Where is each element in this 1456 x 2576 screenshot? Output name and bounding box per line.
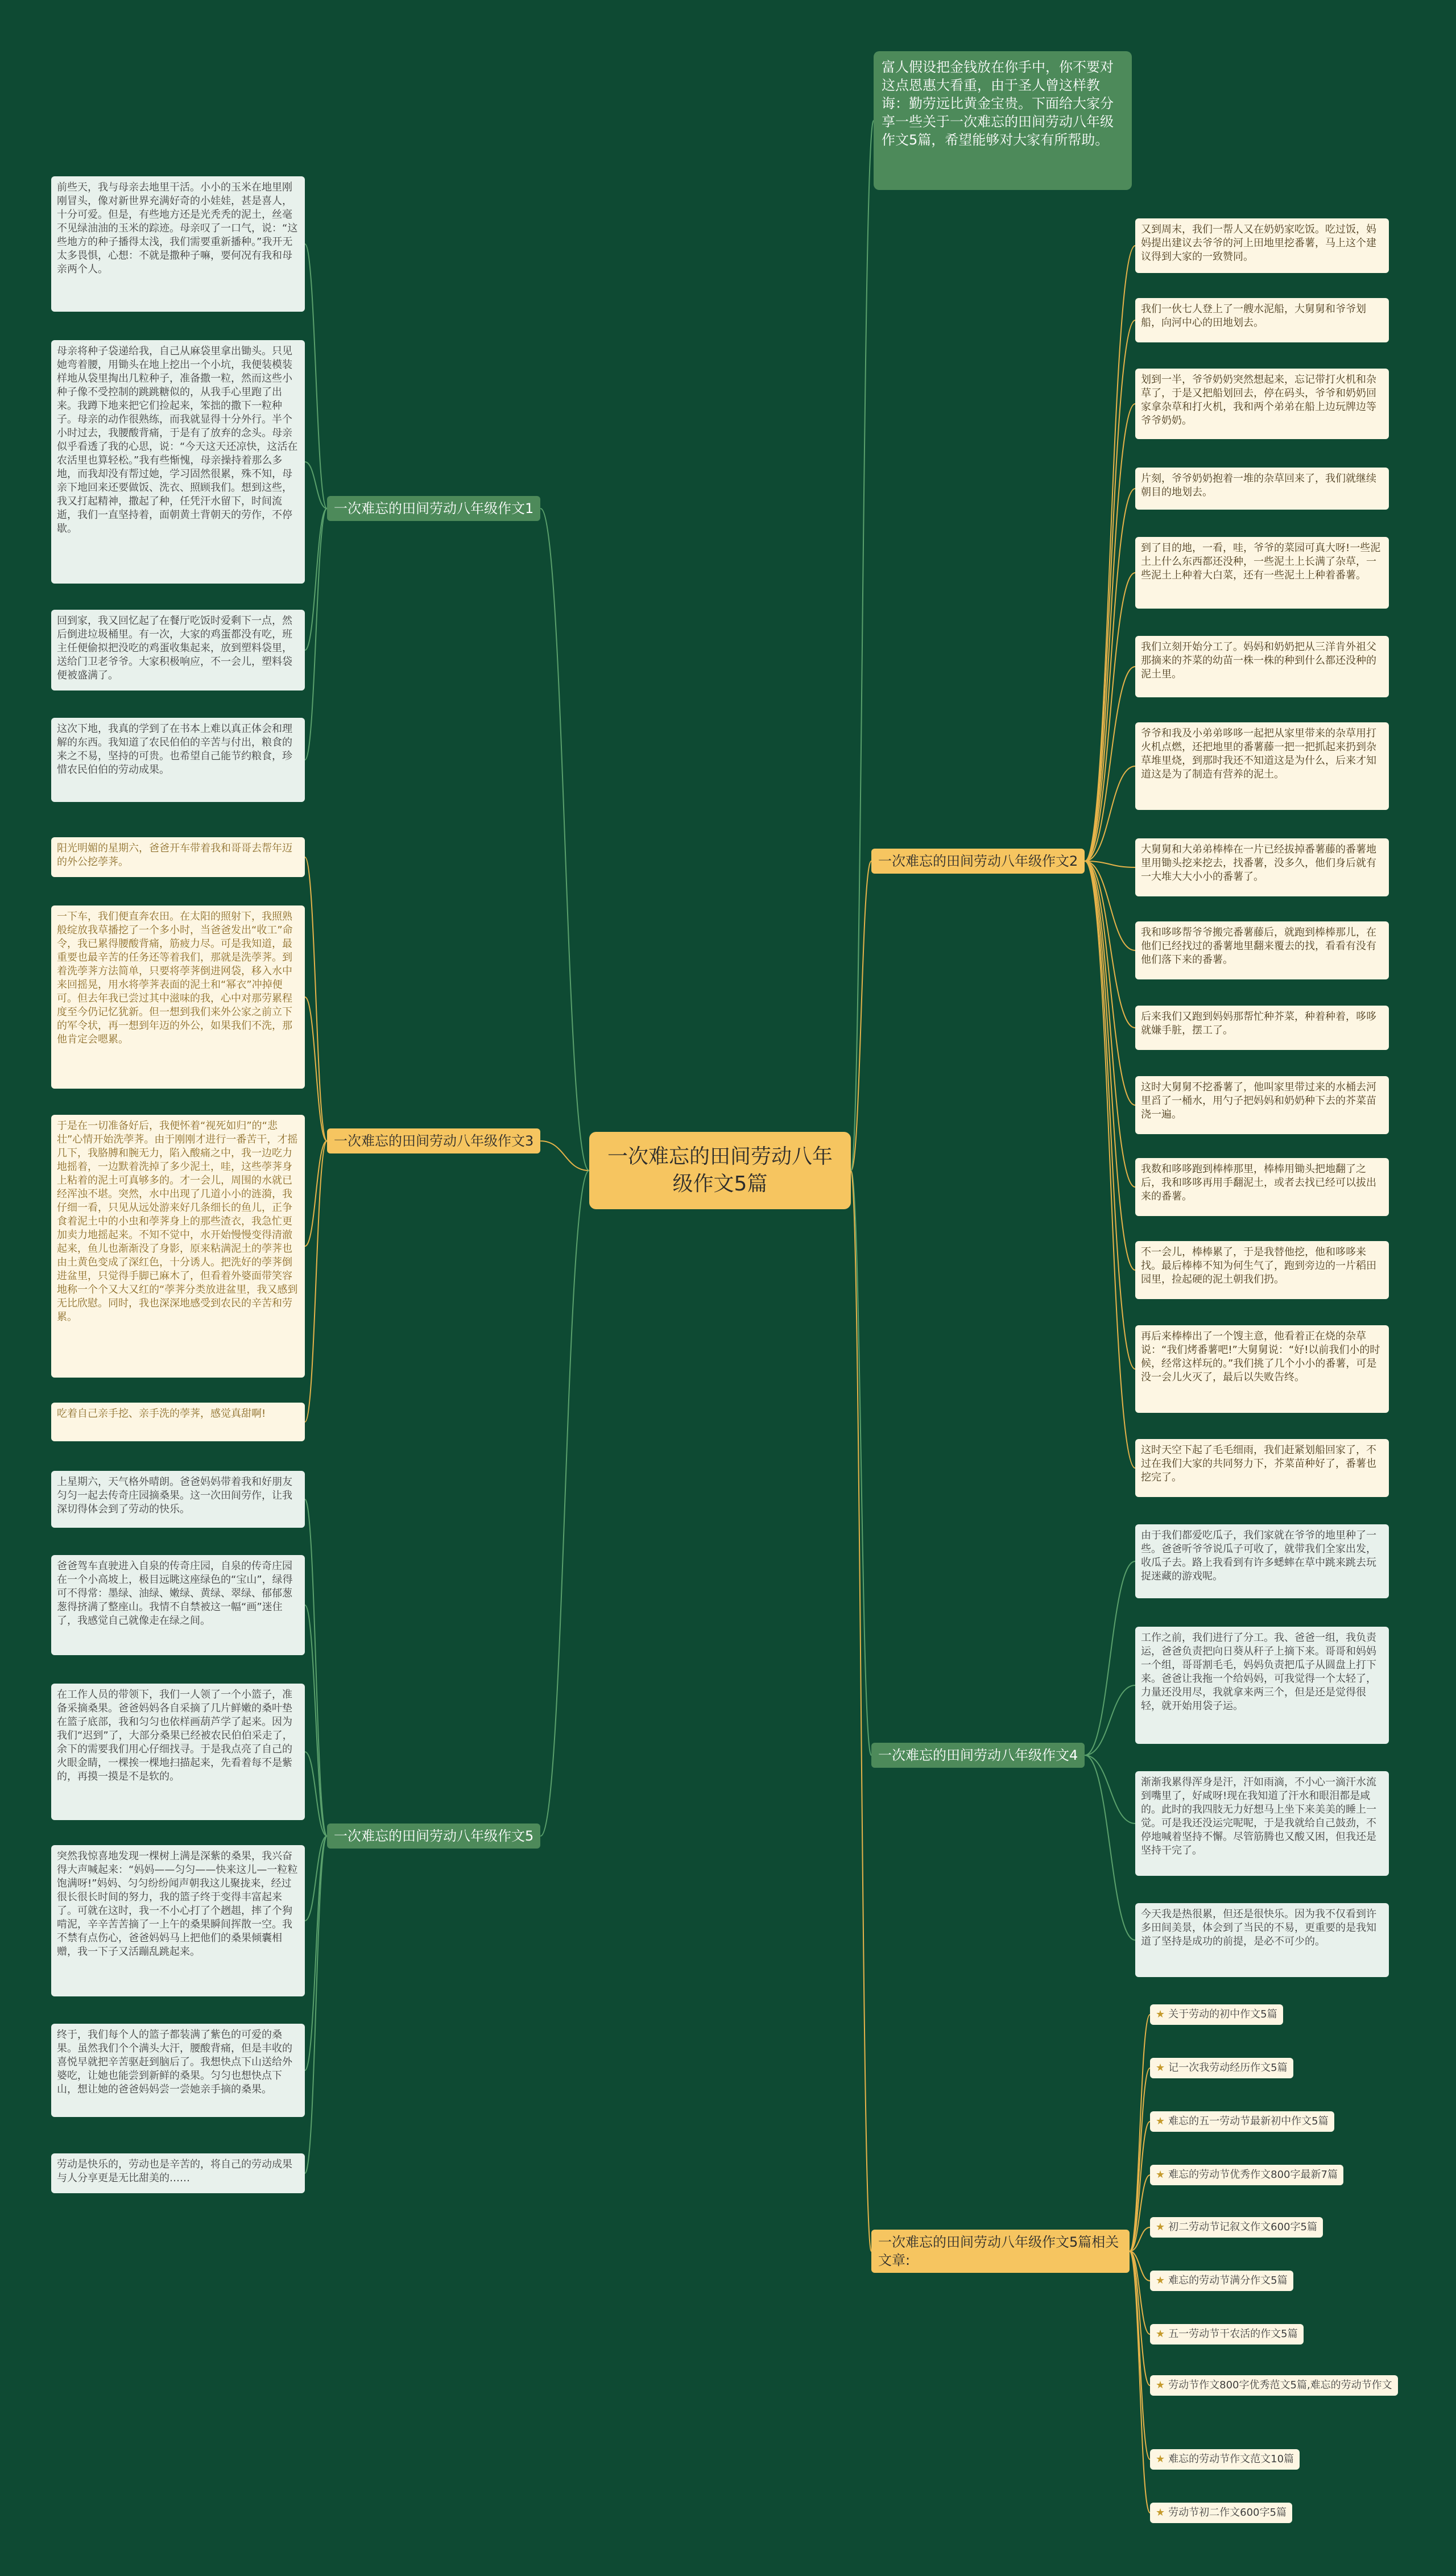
essay-5-paragraph: 终于，我们每个人的篮子都装满了紫色的可爱的桑果。虽然我们个个满头大汗，腰酸背痛，但是丰收的喜悦早就把辛苦驱赶到脑后了。我想快点下山送给外婆吃，让她也能尝到新鲜的桑果。匀匀也想快点下山，想让她的爸爸妈妈尝一尝她亲手摘的桑果。 (51, 2024, 305, 2117)
essay-2-paragraph: 到了目的地，一看，哇，爷爷的菜园可真大呀!一些泥土上什么东西都还没种，一些泥土上长满了杂草，一些泥土上种着大白菜，还有一些泥土上种着番薯。 (1135, 537, 1389, 609)
essay-3-paragraph: 于是在一切准备好后，我便怀着“视死如归”的“悲壮”心情开始洗荸荠。由于刚刚才进行一番苦干，才摇几下，我胳膊和腕无力，陷入酸痛之中，我一边吃力地摇着，一边默着洗掉了多少泥土，哇，这些荸荠身上粘着的泥土可真够多的。才一会儿，周围的水就已经浑浊不堪。突然，水中出现了几道小小的涟漪，我仔细一看，只见从远处游来好几条细长的鱼儿，正争食着泥土中的小虫和荸荠身上的那些渣衣，我急忙更加卖力地摇起来。不知不觉中，水开始慢慢变得清澈起来，鱼儿也渐渐没了身影，原来粘满泥土的荸荠也由土黄色变成了深红色，十分诱人。把洗好的荸荠倒进盆里，只觉得手脚已麻木了，但看着外婆面带笑容地称一个个又大又红的“荸荠分类放进盆里，我又感到无比欣慰。同时，我也深深地感受到农民的辛苦和劳累。 (51, 1115, 305, 1378)
branch-essay-3[interactable]: 一次难忘的田间劳动八年级作文3 (327, 1128, 540, 1153)
connector-line (305, 1836, 327, 2173)
essay-5-paragraph: 突然我惊喜地发现一棵树上满是深紫的桑果，我兴奋得大声喊起来：“妈妈——匀匀——快来这儿—一粒粒饱满呀!”妈妈、匀匀纷纷闻声朝我这儿聚拢来，经过很长很长时间的努力，我的篮子终于变得丰富起来了。可就在这时，我一不小心打了个趔趄，摔了个狗啃泥，辛辛苦苦摘了一上午的桑果瞬间挥散一空。我不禁有点伤心，爸爸妈妈马上把他们的桑果倾囊相赠，我一下子又活蹦乱跳起来。 (51, 1845, 305, 1996)
essay-2-paragraph: 我们一伙七人登上了一艘水泥船，大舅舅和爷爷划船，向河中心的田地划去。 (1135, 298, 1389, 342)
root-topic[interactable]: 一次难忘的田间劳动八年级作文5篇 (589, 1132, 851, 1209)
connector-line (305, 1836, 327, 2070)
essay-5-paragraph: 在工作人员的带领下，我们一人领了一个小篮子，准备采摘桑果。爸爸妈妈各自采摘了几片鲜嫩的桑叶垫在篮子底部，我和匀匀也依样画葫芦学了起来。因为我们“迟到”了，大部分桑果已经被农民伯伯采走了，余下的需要我们用心仔细找寻。于是我点亮了自己的火眼金睛，一棵挨一棵地扫描起来，先看着每不是紫的，再摸一摸是不是软的。 (51, 1684, 305, 1820)
intro-summary: 富人假设把金钱放在你手中，你不要对这点恩惠大看重，由于圣人曾这样教诲：勤劳远比黄金宝贵。下面给大家分享一些关于一次难忘的田间劳动八年级作文5篇，希望能够对大家有所帮助。 (874, 51, 1132, 190)
connector-line (305, 857, 327, 1141)
related-article-link[interactable]: ★ 关于劳动的初中作文5篇 (1150, 2004, 1283, 2025)
essay-3-paragraph: 吃着自己亲手挖、亲手洗的荸荠，感觉真甜啊! (51, 1403, 305, 1441)
star-icon: ★ (1156, 2453, 1165, 2465)
star-icon: ★ (1156, 2062, 1165, 2074)
branch-essay-4[interactable]: 一次难忘的田间劳动八年级作文4 (871, 1743, 1085, 1768)
connector-line (305, 244, 327, 508)
essay-1-paragraph: 母亲将种子袋递给我，自己从麻袋里拿出锄头。只见她弯着腰，用锄头在地上挖出一个小坑，我便装模装样地从袋里掏出几粒种子，准备撒一粒，然而这些小种子像不受控制的跳跳糖似的，从我手心里跑了出来。我蹲下地来把它们捡起来，笨拙的撒下一粒种子。母亲的动作很熟练，而我就显得十分外行。半个小时过去，我腰酸背痛，于是有了放弃的念头。母亲似乎看透了我的心思，说：“今天这天还凉快，这活在农活里也算轻松。”我有些惭愧，母亲操持着那么多地，而我却没有帮过她，学习固然很累，殊不知，母亲下地回来还要做饭、洗衣、照顾我们。想到这些，我又打起精神，撒起了种，任凭汗水留下，时间流逝，我们一直坚持着，面朝黄土背朝天的劳作，不停歇。 (51, 340, 305, 584)
connector-line (305, 508, 327, 760)
connector-line (305, 1605, 327, 1836)
connector-line (1085, 861, 1135, 1369)
star-icon: ★ (1156, 2115, 1165, 2127)
connector-line (1085, 573, 1135, 861)
essay-3-paragraph: 阳光明媚的星期六，爸爸开车带着我和哥哥去帮年迈的外公挖荸荠。 (51, 837, 305, 877)
essay-2-paragraph: 这时天空下起了毛毛细雨，我们赶紧划船回家了，不过在我们大家的共同努力下，芥菜苗种好了，番薯也挖完了。 (1135, 1439, 1389, 1497)
related-article-link[interactable]: ★ 难忘的劳动节优秀作文800字最新7篇 (1150, 2165, 1343, 2185)
essay-2-paragraph: 划到一半，爷爷奶奶突然想起来，忘记带打火机和杂草了，于是又把船划回去，停在码头，爷爷和奶奶回家拿杂草和打火机，我和两个弟弟在船上边玩牌边等爷爷奶奶。 (1135, 369, 1389, 439)
essay-4-paragraph: 由于我们都爱吃瓜子，我们家就在爷爷的地里种了一些。爸爸听爷爷说瓜子可收了，就带我们全家出发，收瓜子去。路上我看到有许多蟋蟀在草中跳来跳去玩捉迷藏的游戏呢。 (1135, 1524, 1389, 1598)
branch-essay-1[interactable]: 一次难忘的田间劳动八年级作文1 (327, 496, 540, 521)
connector-line (1085, 861, 1135, 1028)
essay-5-paragraph: 劳动是快乐的，劳动也是辛苦的，将自己的劳动成果与人分享更是无比甜美的…… (51, 2153, 305, 2193)
connector-line (1130, 2251, 1150, 2459)
essay-2-paragraph: 又到周末，我们一帮人又在奶奶家吃饭。吃过饭，妈妈提出建议去爷爷的河上田地里挖番薯，马上这个建议得到大家的一致赞同。 (1135, 218, 1389, 273)
connector-line (1085, 404, 1135, 861)
connector-line (851, 861, 871, 1171)
connector-line (305, 1141, 327, 1422)
related-article-link[interactable]: ★ 劳动节初二作文600字5篇 (1150, 2503, 1292, 2523)
essay-2-paragraph: 后来我们又跑到妈妈那帮忙种芥菜，种着种着，哆哆就嫌手脏，摆工了。 (1135, 1006, 1389, 1050)
connector-line (540, 508, 589, 1171)
related-article-link[interactable]: ★ 记一次我劳动经历作文5篇 (1150, 2058, 1293, 2078)
essay-2-paragraph: 我们立刻开始分工了。妈妈和奶奶把从三洋肯外祖父那摘来的芥菜的幼苗一株一株的种到什么都还没种的泥土里。 (1135, 636, 1389, 697)
essay-4-paragraph: 工作之前，我们进行了分工。我、爸爸一组，我负责运，爸爸负责把向日葵从秆子上摘下来。哥哥和妈妈一个组，哥哥割毛毛，妈妈负责把瓜子从圆盘上打下来。爸爸让我拖一个给妈妈，可我觉得一个太轻了，力量还没用尽，我就拿来两三个，但是还是觉得很轻，就开始用袋子运。 (1135, 1627, 1389, 1744)
star-icon: ★ (1156, 2379, 1165, 2391)
connector-line (1085, 1755, 1135, 1940)
essay-2-paragraph: 片刻，爷爷奶奶抱着一堆的杂草回来了，我们就继续朝目的地划去。 (1135, 468, 1389, 510)
connector-line (1085, 1685, 1135, 1755)
essay-1-paragraph: 这次下地，我真的学到了在书本上难以真正体会和理解的东西。我知道了农民伯伯的辛苦与付出，粮食的来之不易，坚持的可贵。也希望自己能节约粮食，珍惜农民伯伯的劳动成果。 (51, 718, 305, 802)
essay-2-paragraph: 这时大舅舅不挖番薯了，他叫家里带过来的水桶去河里舀了一桶水，用勺子把妈妈和奶奶种下去的芥菜苗浇一遍。 (1135, 1076, 1389, 1134)
related-article-link[interactable]: ★ 难忘的劳动节满分作文5篇 (1150, 2271, 1293, 2291)
related-article-link[interactable]: ★ 初二劳动节记叙文作文600字5篇 (1150, 2217, 1323, 2238)
connector-line (1085, 861, 1135, 1468)
connector-line (305, 1499, 327, 1836)
star-icon: ★ (1156, 2328, 1165, 2340)
essay-1-paragraph: 前些天，我与母亲去地里干活。小小的玉米在地里刚刚冒头，像对新世界充满好奇的小娃娃，甚是喜人，十分可爱。但是，有些地方还是光秃秃的泥土，丝毫不见绿油油的玉米的踪迹。母亲叹了一口气，说：“这些地方的种子播得太浅，我们需要重新播种。”我开无太多畏惧，心想：不就是撒种子嘛，要何况有我和母亲两个人。 (51, 176, 305, 312)
branch-related-articles[interactable]: 一次难忘的田间劳动八年级作文5篇相关文章: (871, 2230, 1130, 2273)
essay-4-paragraph: 今天我是热很累，但还是很快乐。因为我不仅看到许多田间美景，体会到了当民的不易，更重要的是我知道了坚持是成功的前提，是必不可少的。 (1135, 1903, 1389, 1977)
essay-5-paragraph: 爸爸驾车直驶进入自泉的传奇庄园，自泉的传奇庄园在一个小高坡上，极目远眺这座绿色的“宝山”，绿得可不得常：墨绿、油绿、嫩绿、黄绿、翠绿、郁郁葱葱得挤满了整座山。我情不自禁被这一幅“画”迷住了，我感觉自己就像走在绿之间。 (51, 1555, 305, 1655)
essay-2-paragraph: 再后来棒棒出了一个馊主意，他看着正在烧的杂草说：“我们烤番薯吧!”大舅舅说：“好!以前我们小的时候，经常这样玩的。”我们挑了几个小小的番薯，可是没一会儿火灭了，最后以失败告终。 (1135, 1325, 1389, 1413)
connector-line (1085, 320, 1135, 861)
connector-line (851, 121, 874, 1171)
essay-1-paragraph: 回到家，我又回忆起了在餐厅吃饭时爱剩下一点，然后倒进垃圾桶里。有一次，大家的鸡蛋都没有吃，班主任便偷拟把没吃的鸡蛋收集起来，放到塑料袋里，送给门卫老爷爷。大家积极响应，不一会儿，塑料袋便被盛满了。 (51, 610, 305, 690)
essay-2-paragraph: 爷爷和我及小弟弟哆哆一起把从家里带来的杂草用打火机点燃，还把地里的番薯藤一把一把抓起来扔到杂草堆里烧，到那时我还不知道这是为什么，后来才知道这是为了制造有营养的泥土。 (1135, 722, 1389, 810)
connector-line (1085, 861, 1135, 1270)
essay-4-paragraph: 渐渐我累得浑身是汗，汗如雨滴，不小心一滴汗水流到嘴里了，好咸呀!现在我知道了汗水和眼泪都是咸的。此时的我四肢无力好想马上坐下来美美的睡上一觉。可是我还没运完呢呢，于是我就给自己鼓劲，不停地喊着坚持不懈。尽管筋腾也又酸又困，但我还是坚持干完了。 (1135, 1771, 1389, 1876)
star-icon: ★ (1156, 2008, 1165, 2020)
related-article-link[interactable]: ★ 难忘的劳动节作文范文10篇 (1150, 2449, 1300, 2470)
star-icon: ★ (1156, 2507, 1165, 2519)
connector-line (1085, 1561, 1135, 1755)
star-icon: ★ (1156, 2275, 1165, 2286)
star-icon: ★ (1156, 2169, 1165, 2181)
connector-line (305, 997, 327, 1141)
branch-essay-5[interactable]: 一次难忘的田间劳动八年级作文5 (327, 1824, 540, 1849)
related-article-link[interactable]: ★ 五一劳动节干农活的作文5篇 (1150, 2324, 1304, 2345)
connector-line (1085, 861, 1135, 1187)
essay-3-paragraph: 一下车，我们便直奔农田。在太阳的照射下，我照熟般绽放我草播挖了一个多小时，当爸爸发出“收工”命令，我已累得腰酸背痛，筋疲力尽。可是我知道，最重要也最辛苦的任务还等着我们，那就是洗荸荠。到着洗荸荠方法简单，只要将荸荠倒进网袋，移入水中来回摇晃，用水将荸荠表面的泥土和“幂衣”冲掉便可。但去年我已尝过其中滋味的我，心中对那劳累程度至今仍记忆犹新。但一想到我们来外公家之前立下的军令状，再一想到年迈的外公，如果我们不洗，那他肯定会嗯累。 (51, 905, 305, 1089)
essay-2-paragraph: 我和哆哆帮爷爷搬完番薯藤后，就跑到棒棒那儿，在他们已经找过的番薯地里翻来覆去的找，看看有没有他们落下来的番薯。 (1135, 921, 1389, 979)
connector-line (851, 1171, 871, 2251)
essay-5-paragraph: 上星期六，天气格外晴朗。爸爸妈妈带着我和好朋友匀匀一起去传奇庄园摘桑果。这一次田间劳作，让我深切得体会到了劳动的快乐。 (51, 1471, 305, 1528)
essay-2-paragraph: 我数和哆哆跑到棒棒那里，棒棒用锄头把地翻了之后，我和哆哆再用手翻泥土，或者去找已经可以拔出来的番薯。 (1135, 1158, 1389, 1216)
connector-line (305, 1141, 327, 1246)
connector-line (1085, 1755, 1135, 1824)
star-icon: ★ (1156, 2221, 1165, 2233)
essay-2-paragraph: 不一会儿，棒棒累了，于是我替他挖，他和哆哆来找。最后棒棒不知为何生气了，跑到旁边的一片稻田园里，捡起硬的泥土朝我们扔。 (1135, 1241, 1389, 1299)
connector-line (1085, 667, 1135, 861)
branch-essay-2[interactable]: 一次难忘的田间劳动八年级作文2 (871, 849, 1085, 874)
essay-2-paragraph: 大舅舅和大弟弟棒棒在一片已经拔掉番薯藤的番薯地里用锄头挖来挖去，找番薯，没多久，他们身后就有一大堆大大小小的番薯了。 (1135, 838, 1389, 896)
related-article-link[interactable]: ★ 劳动节作文800字优秀范文5篇,难忘的劳动节作文 (1150, 2375, 1398, 2396)
connector-line (1130, 2068, 1150, 2251)
connector-line (540, 1171, 589, 1836)
related-article-link[interactable]: ★ 难忘的五一劳动节最新初中作文5篇 (1150, 2111, 1334, 2132)
